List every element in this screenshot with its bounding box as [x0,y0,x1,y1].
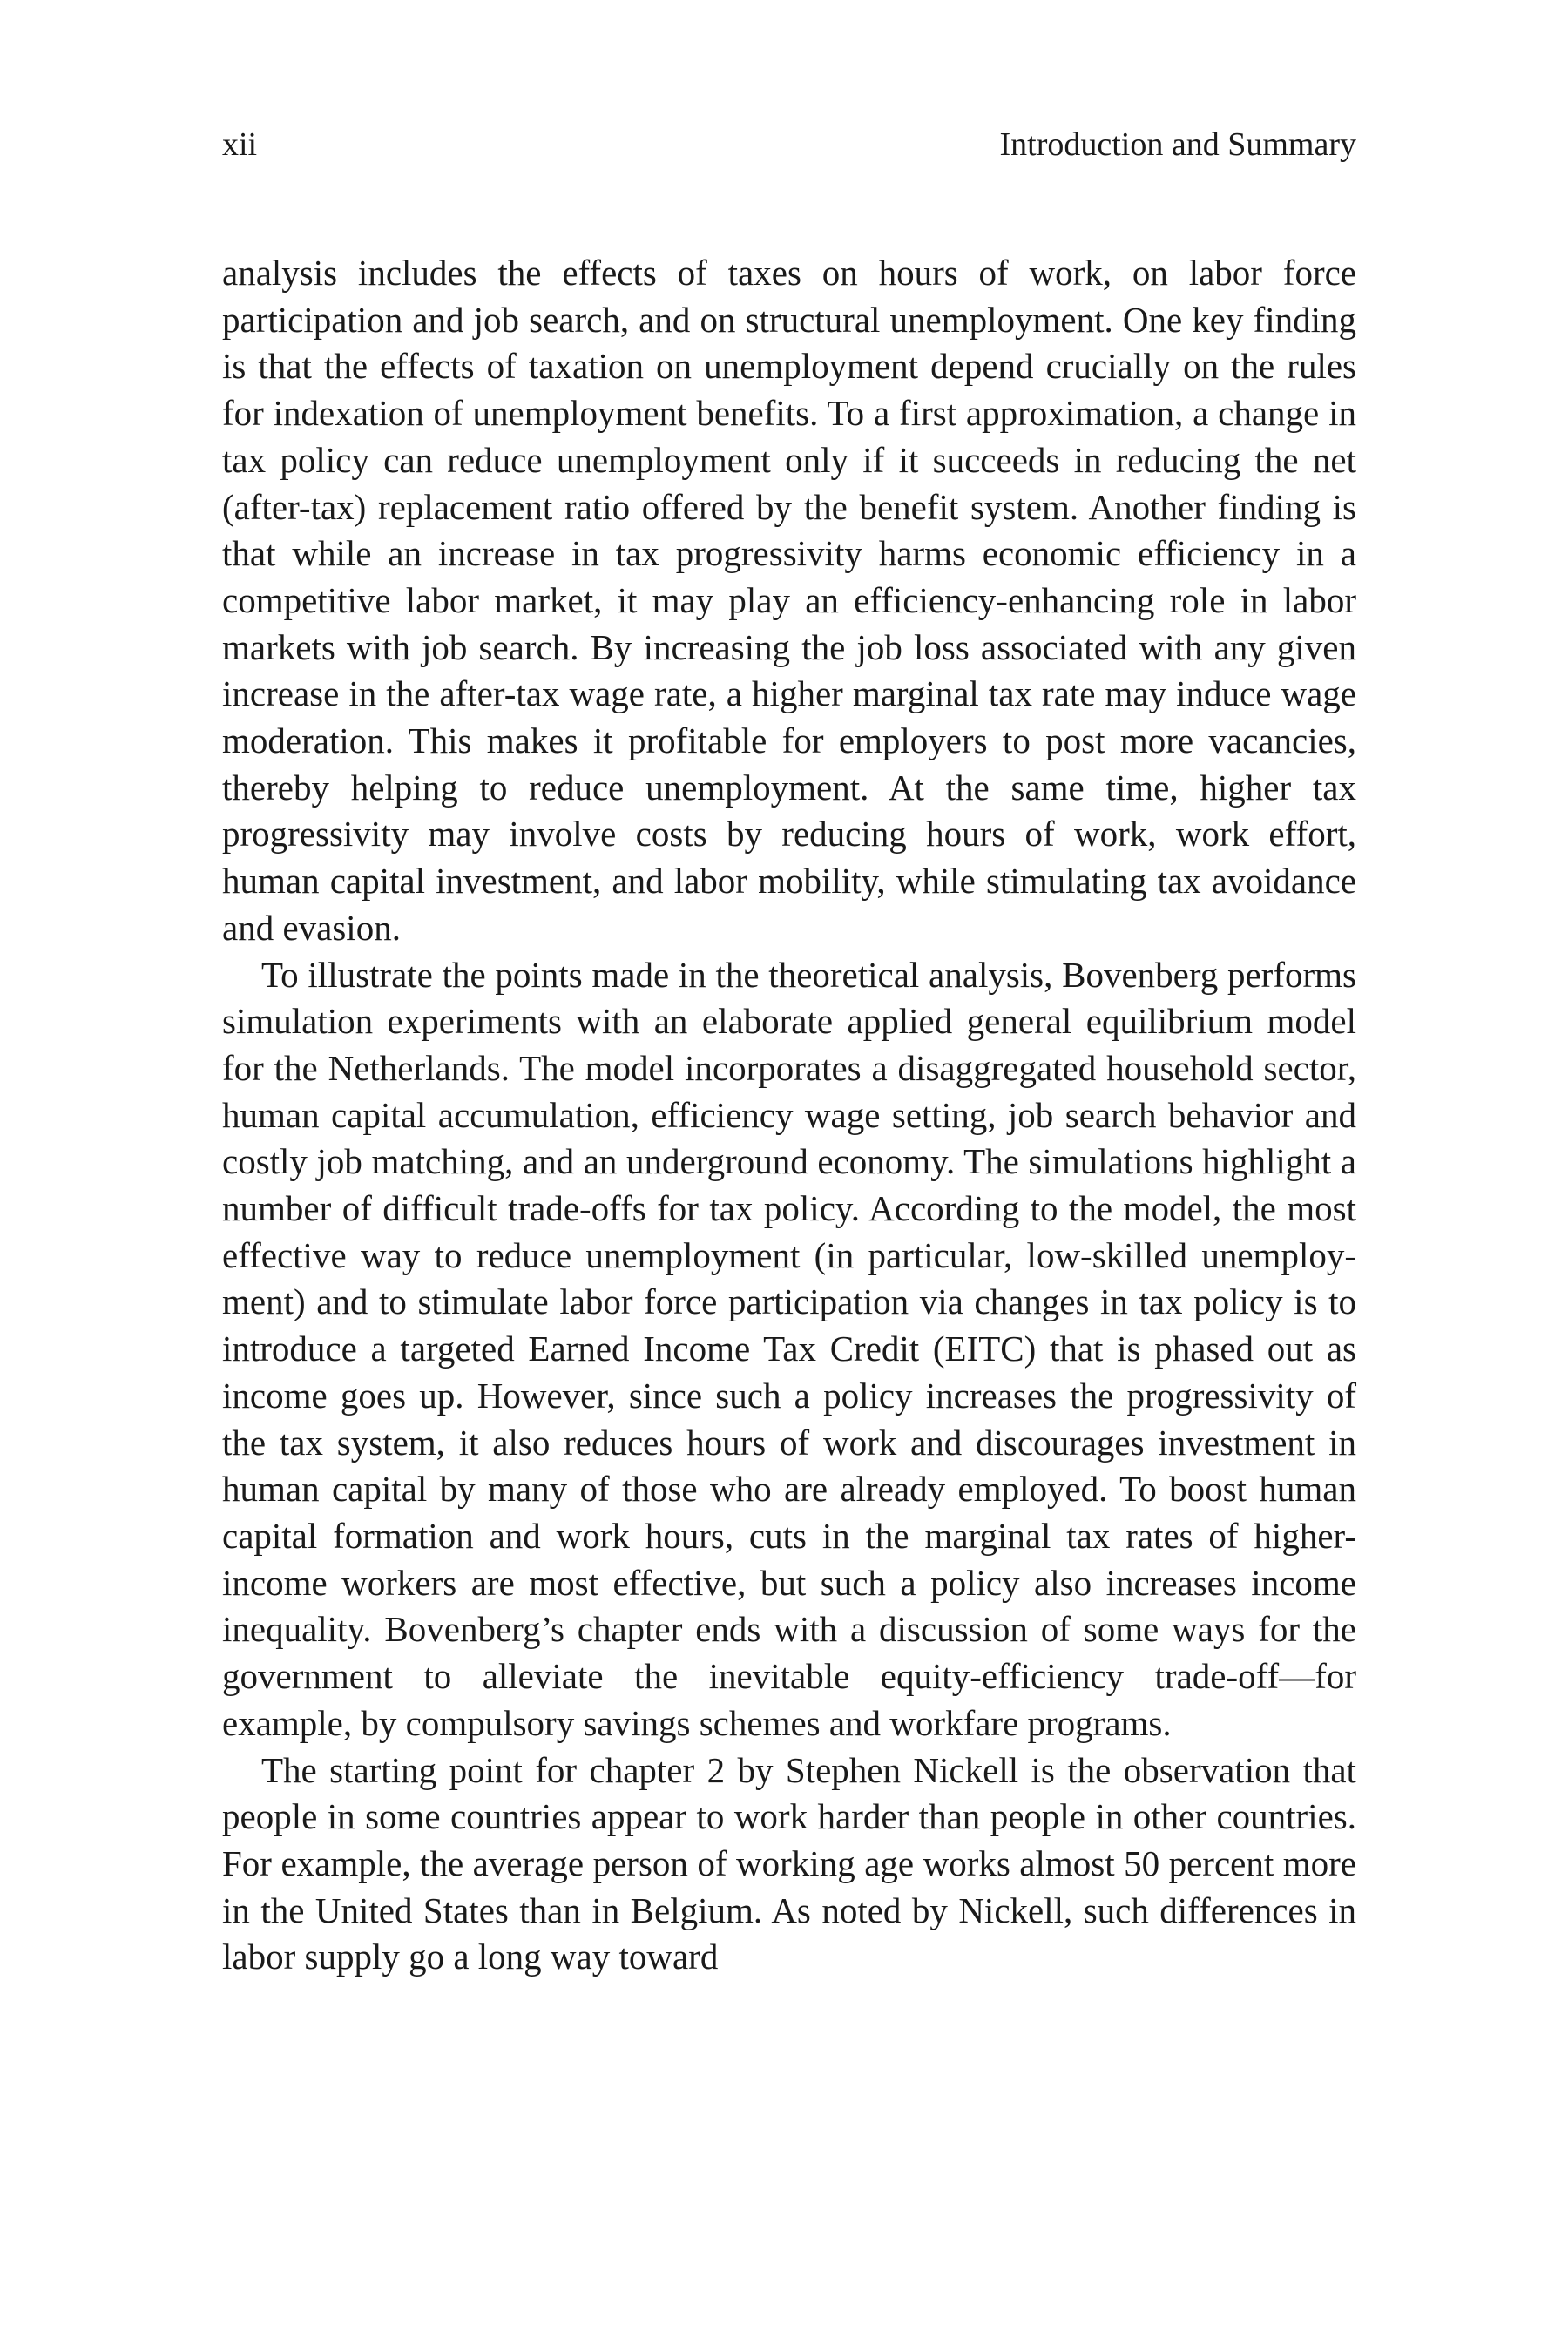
running-title: Introduction and Summary [999,126,1356,163]
paragraph-2: To illustrate the points made in the theoretical analysis, Bovenberg performs simulation experiments with an elaborate applied general equilibrium model for the Netherlands. The model incorporates a disaggregated household sector, human capital accumulation, efficiency wage setting, job search behavior and costly job matching, and an underground economy. The simulations highlight a number of difficult trade-offs for tax policy. According to the model, the most effective way to reduce unemployment (in particular, low-skilled unemployment) and to stimulate labor force participation via changes in tax policy is to introduce a targeted Earned Income Tax Credit (EITC) that is phased out as income goes up. However, since such a policy increases the progressivity of the tax system, it also reduces hours of work and discourages investment in human capital by many of those who are already employed. To boost human capital formation and work hours, cuts in the marginal tax rates of higher-income workers are most effective, but such a policy also increases income inequality. Bovenberg’s chapter ends with a discussion of some ways for the government to alleviate the inevitable equity-efficiency trade-off—for example, by compulsory savings schemes and workfare programs. [222,954,1356,1743]
page-number: xii [222,126,258,163]
paragraph-3: The starting point for chapter 2 by Stephen Nickell is the observation that people in some countries appear to work harder than people in other countries. For example, the average person of working age works almost 50 percent more in the United States than in Belgium. As noted by Nickell, such differences in labor supply go a long way toward [222,1749,1356,1977]
running-head [222,118,1356,171]
paragraph-1: analysis includes the effects of taxes on hours of work, on labor force participation and job search, and on structural unemployment. One key finding is that the effects of taxation on unemployment depend crucially on the rules for indexation of unemployment benefits. To a first approximation, a change in tax policy can reduce unemployment only if it succeeds in reducing the net (after-tax) replacement ratio offered by the benefit system. Another finding is that while an increase in tax progressivity harms economic efficiency in a competitive labor market, it may play an efficiency-enhancing role in labor markets with job search. By increasing the job loss associated with any given increase in the after-tax wage rate, a higher marginal tax rate may induce wage moderation. This makes it profitable for employers to post more vacancies, thereby helping to reduce unemployment. At the same time, higher tax progressivity may involve costs by reducing hours of work, work effort, human capital investment, and labor mobility, while stimulating tax avoidance and evasion. [222,253,1356,948]
body-text [222,250,1356,1981]
